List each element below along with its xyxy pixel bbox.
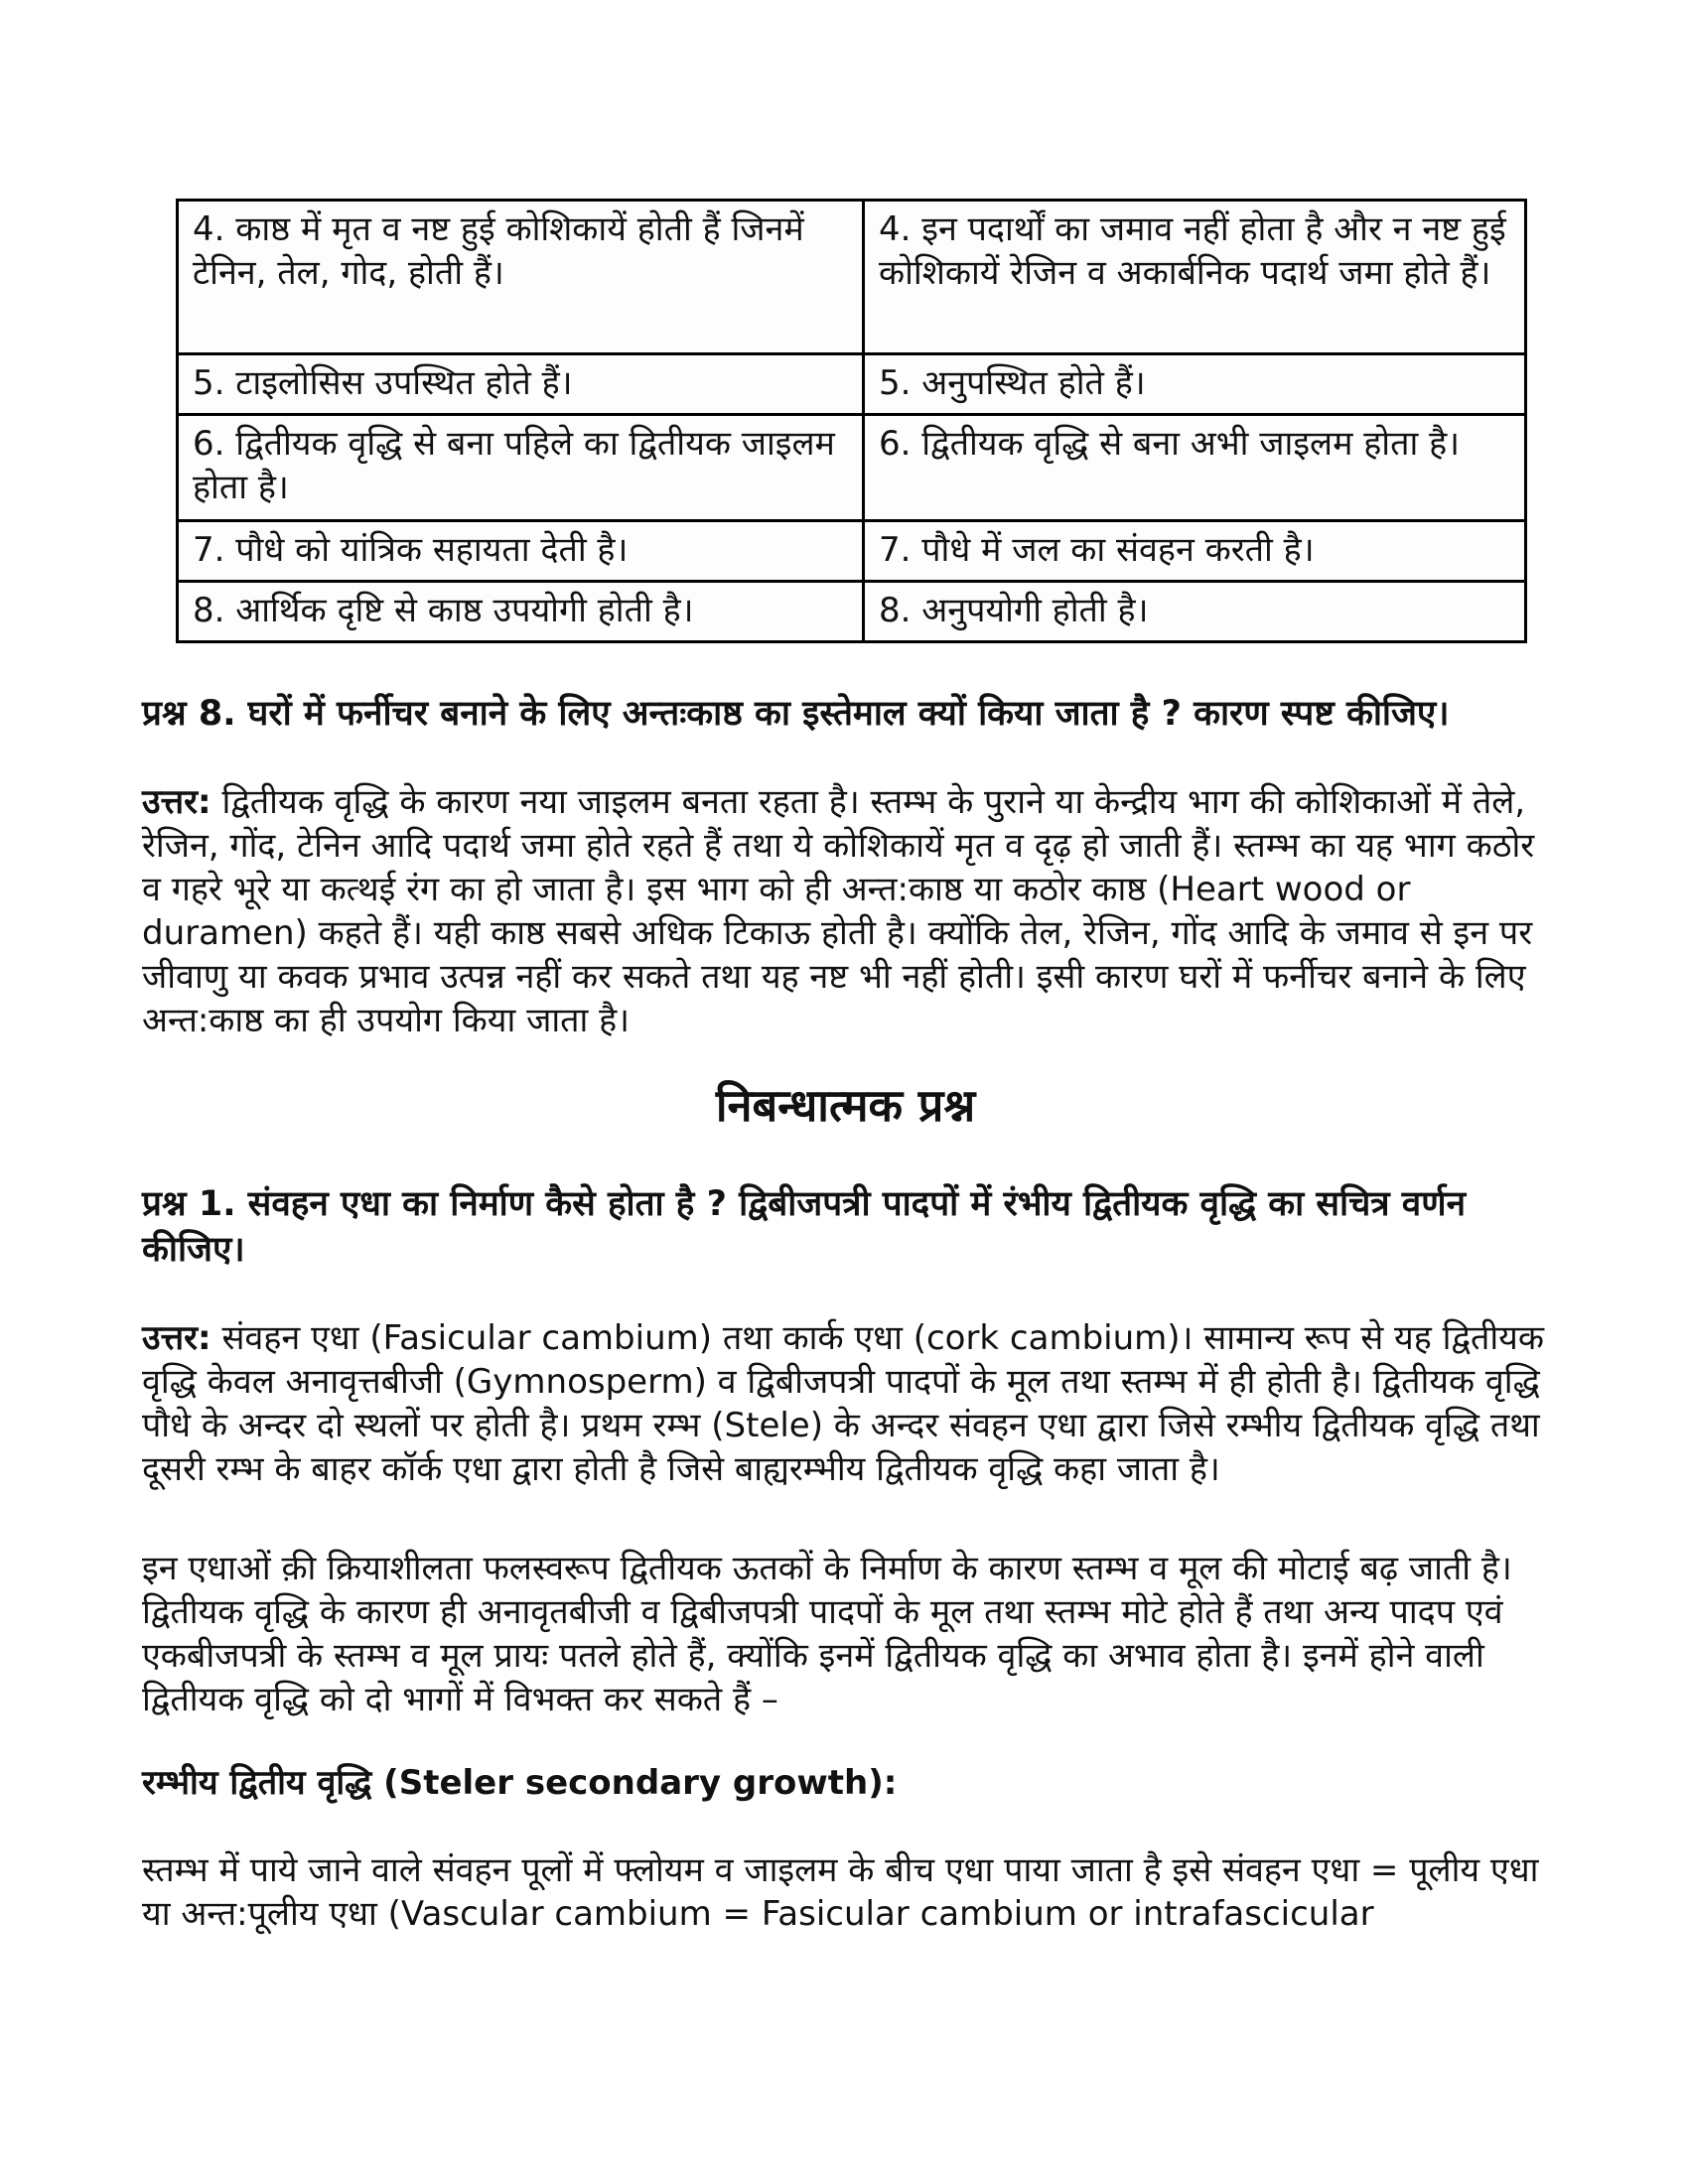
comparison-table xyxy=(176,199,1527,643)
table-row xyxy=(178,201,1526,354)
steler-secondary-growth-subheading: रम्भीय द्वितीय वृद्धि (Steler secondary growth): xyxy=(142,1763,898,1803)
table-cell-left: 7. पौधे को यांत्रिक सहायता देती है। xyxy=(178,521,864,582)
question-1-heading: प्रश्न 1. संवहन एधा का निर्माण कैसे होता है ? द्विबीजपत्री पादपों में रंभीय द्वितीयक वृद्धि का सचित्र वर्णन कीजिए। xyxy=(142,1184,1466,1270)
table-cell-left: 5. टाइलोसिस उपस्थित होते हैं। xyxy=(178,354,864,415)
table-cell-left: 4. काष्ठ में मृत व नष्ट हुई कोशिकायें होती हैं जिनमें टेनिन, तेल, गोद, होती हैं। xyxy=(178,201,864,354)
answer-label: उत्तर: xyxy=(142,1318,211,1358)
section-heading: निबन्धात्मक प्रश्न xyxy=(715,1079,976,1132)
question-1-answer-para-3: स्तम्भ में पाये जाने वाले संवहन पूलों में फ्लोयम व जाइलम के बीच एधा पाया जाता है इसे संवहन एधा = पूलीय एधा या अन्त:पूलीय एधा (Vascular cambium = Fasicular cambium or intrafascicular xyxy=(142,1850,1539,1934)
table-row xyxy=(178,354,1526,415)
table-cell-right: 5. अनुपस्थित होते हैं। xyxy=(864,354,1526,415)
table-row xyxy=(178,415,1526,521)
table-cell-left: 8. आर्थिक दृष्टि से काष्ठ उपयोगी होती है। xyxy=(178,582,864,642)
page-content xyxy=(142,0,1549,1936)
table-row xyxy=(178,582,1526,642)
question-8-answer xyxy=(142,780,1549,1042)
question-1-answer-para-1 xyxy=(142,1316,1549,1491)
answer-text: द्वितीयक वृद्धि के कारण नया जाइलम बनता रहता है। स्तम्भ के पुराने या केन्द्रीय भाग की कोशिकाओं में तेले, रेजिन, गोंद, टेनिन आदि पदार्थ जमा होते रहते हैं तथा ये कोशिकायें मृत व दृढ़ हो जाती हैं। स्तम्भ का यह भाग कठोर व गहरे भूरे या कत्थई रंग का हो जाता है। इस भाग को ही अन्त:काष्ठ या कठोर काष्ठ (Heart wood or duramen) कहते हैं। यही काष्ठ सबसे अधिक टिकाऊ होती है। क्योंकि तेल, रेजिन, गोंद आदि के जमाव से इन पर जीवाणु या कवक प्रभाव उत्पन्न नहीं कर सकते तथा यह नष्ट भी नहीं होती। इसी कारण घरों में फर्नीचर बनाने के लिए अन्त:काष्ठ का ही उपयोग किया जाता है। xyxy=(142,782,1535,1040)
answer-label: उत्तर: xyxy=(142,782,211,822)
table-cell-right: 4. इन पदार्थों का जमाव नहीं होता है और न नष्ट हुई कोशिकायें रेजिन व अकार्बनिक पदार्थ जमा होते हैं। xyxy=(864,201,1526,354)
table-cell-right: 8. अनुपयोगी होती है। xyxy=(864,582,1526,642)
table-cell-right: 6. द्वितीयक वृद्धि से बना अभी जाइलम होता है। xyxy=(864,415,1526,521)
table-row xyxy=(178,521,1526,582)
question-1-answer-para-2: इन एधाओं क़ी क्रियाशीलता फलस्वरूप द्वितीयक ऊतकों के निर्माण के कारण स्तम्भ व मूल की मोटाई बढ़ जाती है। द्वितीयक वृद्धि के कारण ही अनावृतबीजी व द्विबीजपत्री पादपों के मूल तथा स्तम्भ मोटे होते हैं तथा अन्य पादप एवं एकबीजपत्री के स्तम्भ व मूल प्रायः पतले होते हैं, क्योंकि इनमें द्वितीयक वृद्धि का अभाव होता है। इनमें होने वाली द्वितीयक वृद्धि को दो भागों में विभक्त कर सकते हैं – xyxy=(142,1549,1512,1719)
question-8-heading: प्रश्न 8. घरों में फर्नीचर बनाने के लिए अन्तःकाष्ठ का इस्तेमाल क्यों किया जाता है ? कारण स्पष्ट कीजिए। xyxy=(142,694,1450,734)
answer-text: संवहन एधा (Fasicular cambium) तथा कार्क एधा (cork cambium)। सामान्य रूप से यह द्वितीयक वृद्धि केवल अनावृत्तबीजी (Gymnosperm) व द्विबीजपत्री पादपों के मूल तथा स्तम्भ में ही होती है। द्वितीयक वृद्धि पौधे के अन्दर दो स्थलों पर होती है। प्रथम रम्भ (Stele) के अन्दर संवहन एधा द्वारा जिसे रम्भीय द्वितीयक वृद्धि तथा दूसरी रम्भ के बाहर कॉर्क एधा द्वारा होती है जिसे बाह्यरम्भीय द्वितीयक वृद्धि कहा जाता है। xyxy=(142,1318,1545,1489)
table-cell-right: 7. पौधे में जल का संवहन करती है। xyxy=(864,521,1526,582)
table-cell-left: 6. द्वितीयक वृद्धि से बना पहिले का द्वितीयक जाइलम होता है। xyxy=(178,415,864,521)
